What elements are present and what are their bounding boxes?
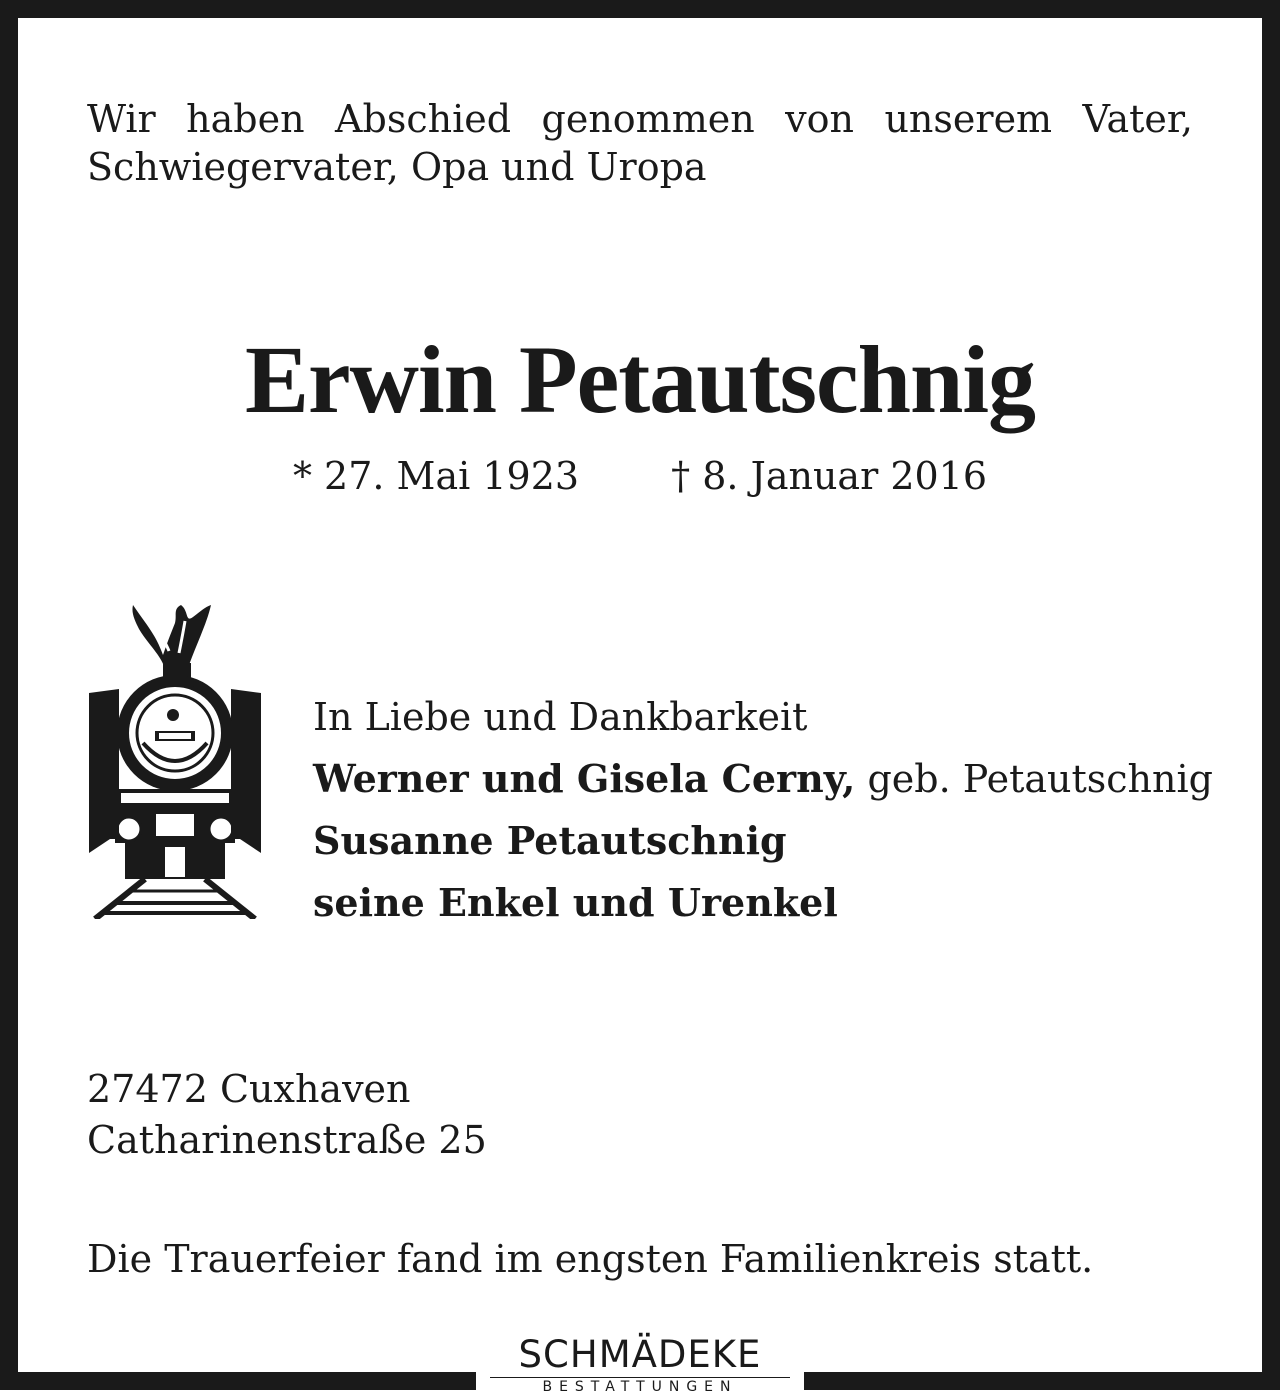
intro-line-1: Wir haben Abschied genommen von unserem Vater, [87, 97, 1193, 141]
border-top [0, 0, 1280, 18]
address-street: Catharinenstraße 25 [87, 1118, 487, 1162]
intro-line-2: Schwiegervater, Opa und Uropa [87, 145, 707, 189]
family-heading: In Liebe und Dankbarkeit [313, 695, 808, 739]
steam-locomotive-icon [85, 603, 265, 919]
family-line-2: Susanne Petautschnig [313, 818, 787, 863]
birth-date: * 27. Mai 1923 [292, 454, 580, 498]
address-city: 27472 Cuxhaven [87, 1067, 411, 1111]
family-line-1-names: Werner und Gisela Cerny, [313, 756, 856, 801]
family-signature [313, 686, 1213, 934]
funeral-home-logo [486, 1334, 794, 1399]
family-line-3: seine Enkel und Urenkel [313, 880, 838, 925]
border-left [0, 0, 18, 1390]
intro-text [87, 95, 1193, 191]
border-bottom-left [0, 1372, 476, 1390]
ceremony-note: Die Trauerfeier fand im engsten Familienkreis statt. [87, 1237, 1094, 1281]
border-bottom-right [804, 1372, 1280, 1390]
family-line-1 [313, 748, 1213, 810]
border-right [1262, 0, 1280, 1390]
death-date: † 8. Januar 2016 [671, 454, 988, 498]
family-line-1-maiden-name: geb. Petautschnig [855, 757, 1213, 801]
deceased-name: Erwin Petautschnig [244, 326, 1036, 433]
life-dates [0, 452, 1280, 500]
logo-name: SCHMÄDEKE [518, 1333, 762, 1376]
address-block [87, 1064, 487, 1166]
logo-subtitle: BESTATTUNGEN [542, 1379, 738, 1395]
